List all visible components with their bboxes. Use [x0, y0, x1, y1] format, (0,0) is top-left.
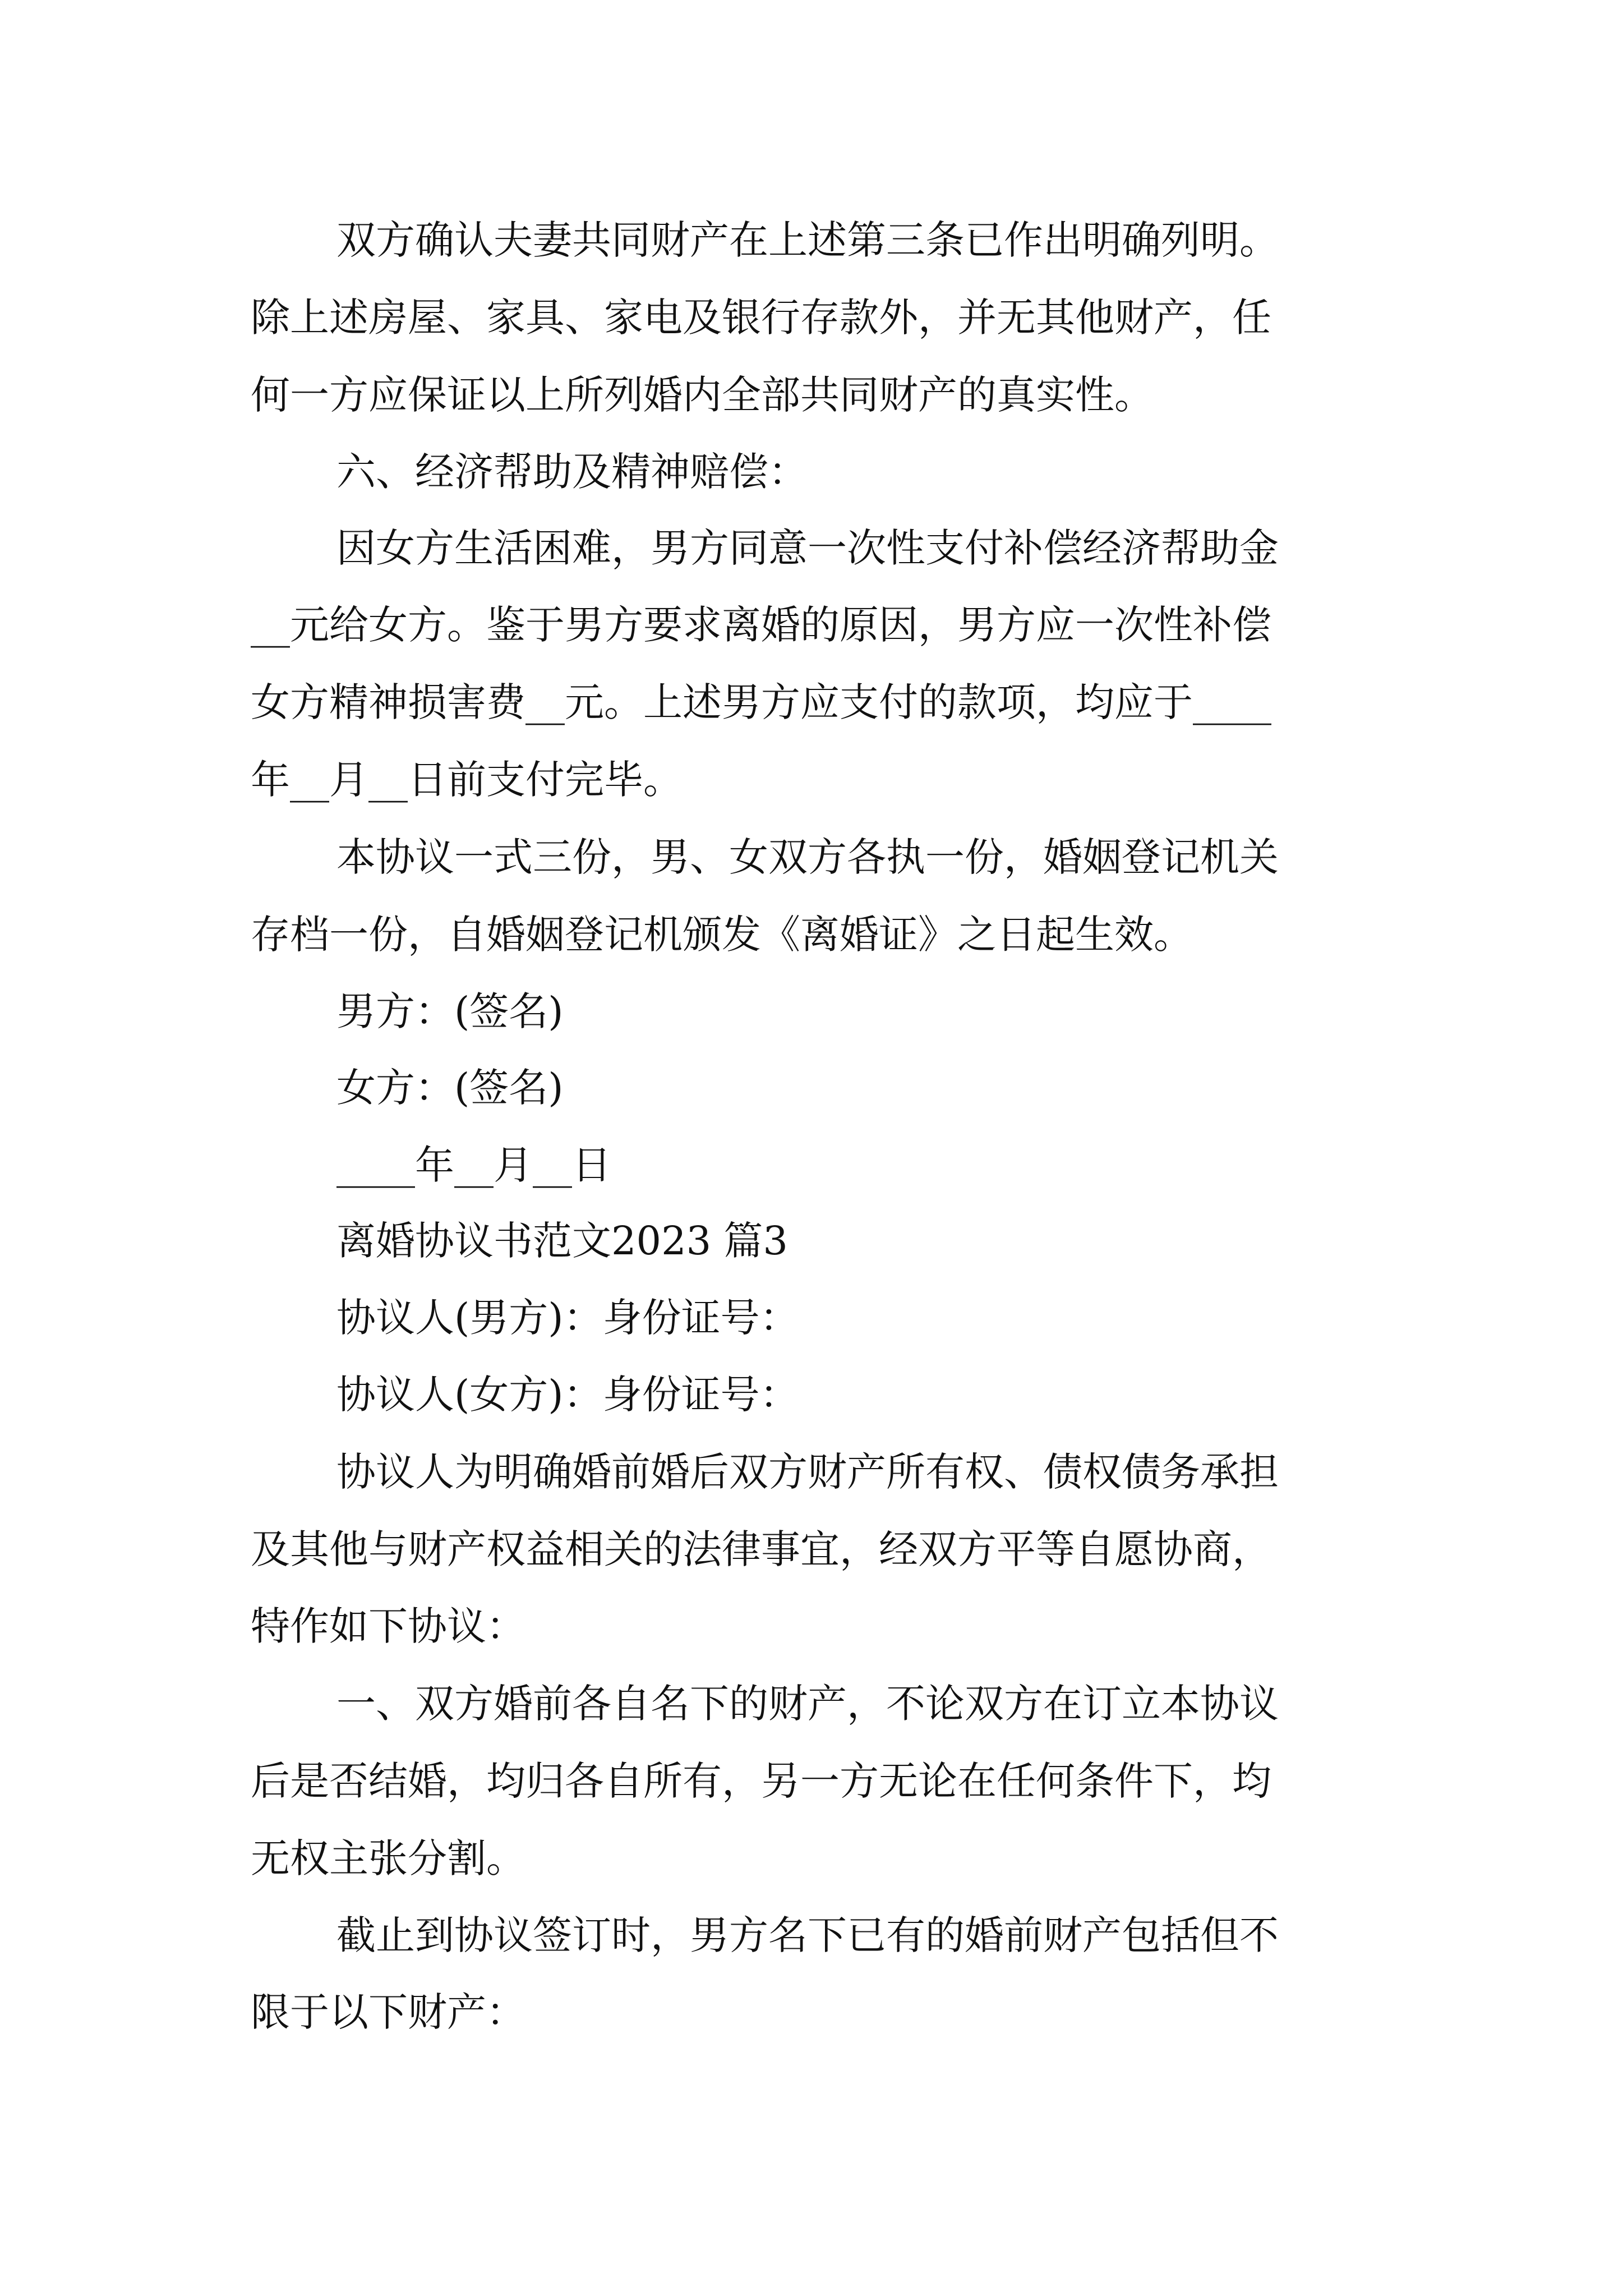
body-line-9: 本协议一式三份，男、女双方各执一份，婚姻登记机关	[336, 834, 1279, 880]
clause-1-line-3: 无权主张分割。	[251, 1835, 525, 1881]
body-line-7: 女方精神损害费__元。上述男方应支付的款项，均应于____	[251, 679, 1271, 725]
date-line: ____年__月__日	[336, 1142, 611, 1188]
body-line-2: 除上述房屋、家具、家电及银行存款外，并无其他财产，任	[251, 295, 1271, 341]
body-line-3: 何一方应保证以上所列婚内全部共同财产的真实性。	[251, 372, 1154, 418]
body-line-5: 因女方生活困难，男方同意一次性支付补偿经济帮助金	[336, 525, 1279, 571]
body-line-18: 及其他与财产权益相关的法律事宜，经双方平等自愿协商，	[251, 1526, 1271, 1572]
clause-1-line-2: 后是否结婚，均归各自所有，另一方无论在任何条件下，均	[251, 1758, 1271, 1804]
body-line-17: 协议人为明确婚前婚后双方财产所有权、债权债务承担	[336, 1449, 1279, 1495]
body-line-10: 存档一份，自婚姻登记机颁发《离婚证》之日起生效。	[251, 912, 1193, 958]
section-heading-6: 六、经济帮助及精神赔偿：	[336, 449, 808, 495]
body-line-8: 年__月__日前支付完毕。	[251, 757, 683, 803]
body-line-6: __元给女方。鉴于男方要求离婚的原因，男方应一次性补偿	[251, 602, 1271, 648]
male-signature-line: 男方：(签名)	[336, 988, 564, 1034]
body-line-1: 双方确认夫妻共同财产在上述第三条已作出明确列明。	[336, 217, 1279, 263]
party-male-line: 协议人(男方)：身份证号：	[336, 1295, 799, 1341]
sample-title: 离婚协议书范文2023 篇3	[336, 1218, 788, 1264]
female-signature-line: 女方：(签名)	[336, 1065, 564, 1111]
party-female-line: 协议人(女方)：身份证号：	[336, 1372, 799, 1418]
body-line-24: 限于以下财产：	[251, 1989, 525, 2035]
body-line-19: 特作如下协议：	[251, 1603, 525, 1649]
clause-1-line-1: 一、双方婚前各自名下的财产，不论双方在订立本协议	[336, 1681, 1279, 1727]
body-line-23: 截止到协议签订时，男方名下已有的婚前财产包括但不	[336, 1912, 1279, 1958]
